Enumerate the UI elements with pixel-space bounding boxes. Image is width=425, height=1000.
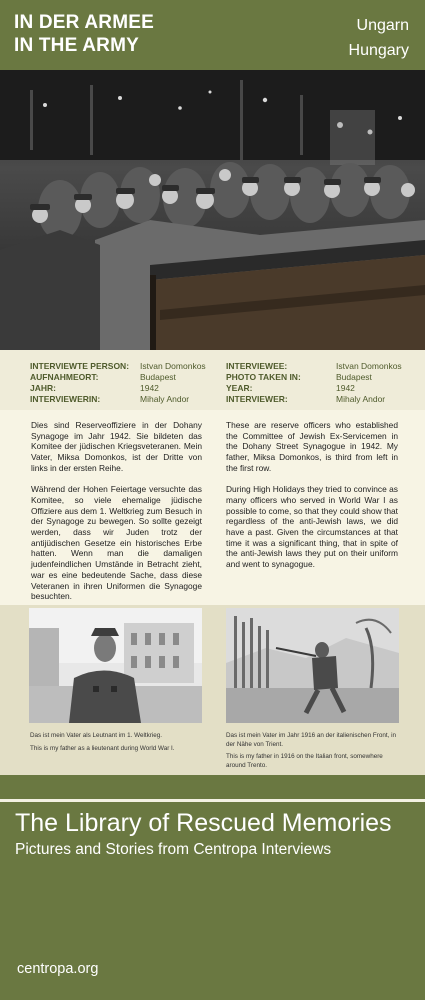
meta-label: YEAR: — [226, 383, 253, 393]
website-url: centropa.org — [17, 961, 99, 977]
meta-label: JAHR: — [30, 383, 56, 393]
paragraph: Dies sind Reserveoffiziere in der Dohany Synagoge im Jahr 1942. Sie bildeten das Komitee der jüdischen Kriegsveteranen. Mein Vater, Miksa Domonkos, ist der Dritte von links in der ersten Reihe. — [31, 420, 202, 473]
caption-lieutenant — [30, 732, 200, 757]
paragraph: These are reserve officers who established the Committee of Jewish Ex-Servicemen in the Dohany Street Synagogue in 1942. My father, Miksa Domonkos, is third from left in the first row. — [226, 420, 398, 473]
paragraph: Während der Hohen Feiertage versuchte das Komitee, so viele ehemalige jüdische Offiziere aus dem 1. Weltkrieg zum Besuch in der Synagoge zu bewegen. So sollte gezeigt werden, dass wir Juden trotz der antijüdischen Gesetze ein historisches Erbe hatten. Wenn man die damaligen judenfeindlichen Umstände in Betracht zieht, war es eine bedeutende Sache, dass diese Veteranen in ihren Uniformen die Synagoge besuchten. — [31, 484, 202, 602]
section-title — [14, 11, 154, 57]
caption-english: This is my father in 1916 on the Italian front, somewhere around Trento. — [226, 753, 383, 769]
photo-lieutenant — [29, 608, 202, 723]
meta-value: 1942 — [336, 383, 355, 393]
footer-banner — [0, 775, 425, 1000]
paragraph: During High Holidays they tried to convince as many officers who served in World War I as possible to come, so that they could show that regardless of the anti-Jewish laws, we did have a past. Given the circumstances at that time it was a significant thing, that in spite of the anti-Jewish laws they put on their uniform and went to synagogue. — [226, 484, 398, 570]
meta-value: Istvan Domonkos — [140, 361, 206, 371]
meta-value: Budapest — [140, 372, 176, 382]
country-german: Ungarn — [356, 17, 409, 34]
interview-metadata — [0, 350, 425, 410]
divider — [0, 799, 425, 802]
story-english — [226, 420, 398, 581]
library-title: The Library of Rescued Memories — [15, 809, 392, 837]
meta-value: Istvan Domonkos — [336, 361, 402, 371]
meta-label: INTERVIEWTE PERSON: — [30, 361, 130, 371]
country-english: Hungary — [348, 42, 409, 59]
title-german: IN DER ARMEE — [14, 12, 154, 33]
caption-german: Das ist mein Vater als Leutnant im 1. Weltkrieg. — [30, 732, 163, 739]
meta-label: INTERVIEWERIN: — [30, 394, 101, 404]
picture-band — [0, 605, 425, 775]
meta-values-english — [336, 361, 416, 405]
story-german — [31, 420, 202, 613]
meta-value: Budapest — [336, 372, 372, 382]
caption-english: This is my father as a lieutenant during World War I. — [30, 744, 175, 752]
meta-label: INTERVIEWEE: — [226, 361, 288, 371]
meta-labels-english — [226, 361, 336, 405]
photo-italian-front — [226, 608, 399, 723]
library-subtitle: Pictures and Stories from Centropa Interviews — [15, 841, 332, 858]
header-banner — [0, 0, 425, 70]
meta-value: 1942 — [140, 383, 159, 393]
story-text — [0, 410, 425, 605]
country-label — [349, 13, 409, 63]
meta-values-german — [140, 361, 220, 405]
meta-label: PHOTO TAKEN IN: — [226, 372, 301, 382]
meta-label: AUFNAHMEORT: — [30, 372, 99, 382]
title-english: IN THE ARMY — [14, 35, 139, 56]
main-photo-officers-in-synagogue — [0, 70, 425, 350]
meta-labels-german — [30, 361, 140, 405]
caption-italian-front — [226, 732, 400, 774]
meta-value: Mihaly Andor — [336, 394, 386, 404]
meta-label: INTERVIEWER: — [226, 394, 288, 404]
meta-value: Mihaly Andor — [140, 394, 190, 404]
caption-german: Das ist mein Vater im Jahr 1916 an der italienischen Front, in der Nähe von Trient. — [226, 732, 396, 748]
